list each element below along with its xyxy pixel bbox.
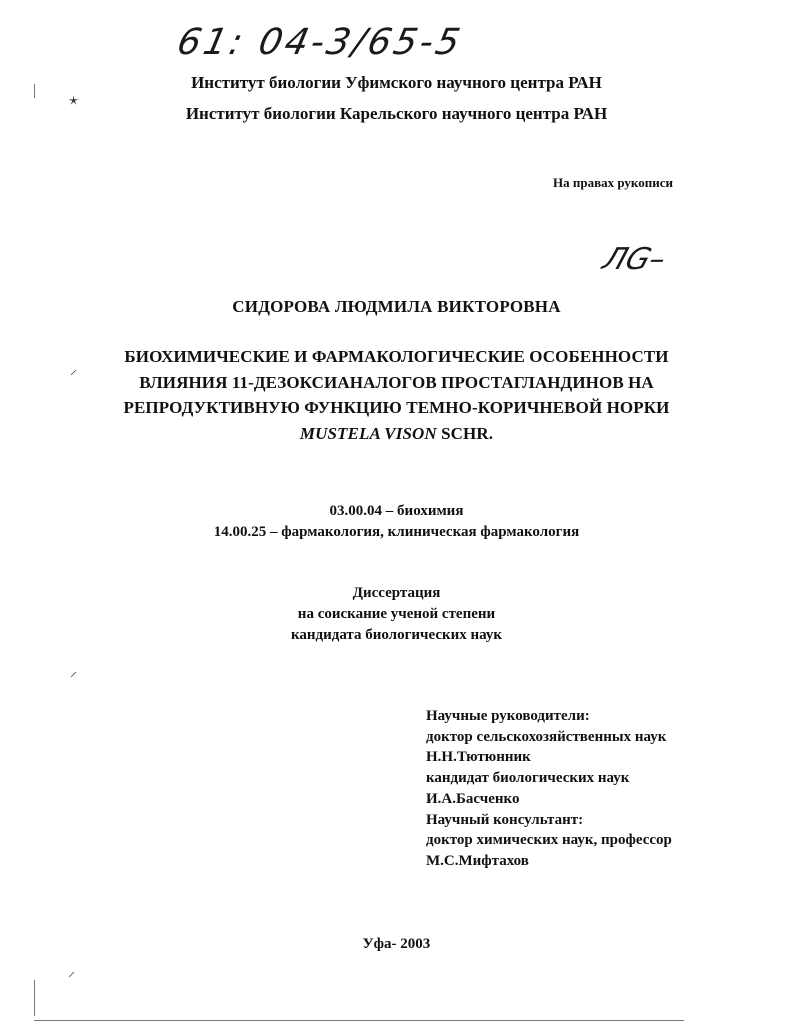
advisors-block [426, 706, 672, 872]
advisor-1-name: Н.Н.Тютюнник [426, 749, 531, 766]
advisors-heading: Научные руководители: [426, 708, 590, 724]
scan-mark-4: ⸝ [68, 964, 75, 980]
species-latin-name: MUSTELA VISON [299, 424, 437, 443]
consultant-degree: доктор химических наук, профессор [426, 832, 672, 849]
advisor-2-name: И.А.Басченко [426, 790, 520, 807]
archive-number: 61: 04-3/65-5 [173, 22, 467, 63]
manuscript-note: На правах рукописи [553, 175, 673, 190]
title-line-1: БИОХИМИЧЕСКИЕ И ФАРМАКОЛОГИЧЕСКИЕ ОСОБЕННОСТИ [124, 347, 669, 366]
consultant-name: М.С.Мифтахов [426, 852, 529, 869]
specialty-biochemistry: 03.00.04 – биохимия [329, 503, 464, 519]
scan-mark-2: ⸝ [70, 362, 77, 378]
title-line-2: ВЛИЯНИЯ 11-ДЕЗОКСИАНАЛОГОВ ПРОСТАГЛАНДИНОВ НА [139, 373, 654, 392]
advisor-1-degree: доктор сельскохозяйственных наук [426, 728, 667, 745]
left-edge-line-bottom [34, 980, 35, 1016]
dissertation-degree: на соискание ученой степени [297, 606, 496, 622]
title-line-4 [0, 424, 793, 444]
left-edge-line-top [34, 84, 35, 98]
city-year: Уфа- 2003 [362, 936, 431, 952]
dissertation-label: Диссертация [352, 585, 441, 601]
institute-karelia: Институт биологии Карельского научного центра РАН [185, 104, 608, 123]
dissertation-field: кандидата биологических наук [290, 627, 503, 643]
initials-mark: ЛG– [598, 242, 671, 277]
advisor-2-degree: кандидат биологических наук [426, 770, 630, 787]
scan-mark-1: 🟉 [68, 93, 80, 109]
specialty-pharmacology: 14.00.25 – фармакология, клиническая фармакология [213, 524, 580, 540]
species-author: SCHR. [436, 424, 494, 443]
consultant-heading: Научный консультант: [426, 811, 584, 828]
scan-mark-3: ⸝ [70, 664, 77, 680]
title-line-3: РЕПРОДУКТИВНУЮ ФУНКЦИЮ ТЕМНО-КОРИЧНЕВОЙ НОРКИ [123, 398, 670, 417]
institute-ufa: Институт биологии Уфимского научного центра РАН [191, 73, 602, 92]
author-name: СИДОРОВА ЛЮДМИЛА ВИКТОРОВНА [232, 297, 561, 316]
bottom-edge-line [34, 1020, 684, 1021]
